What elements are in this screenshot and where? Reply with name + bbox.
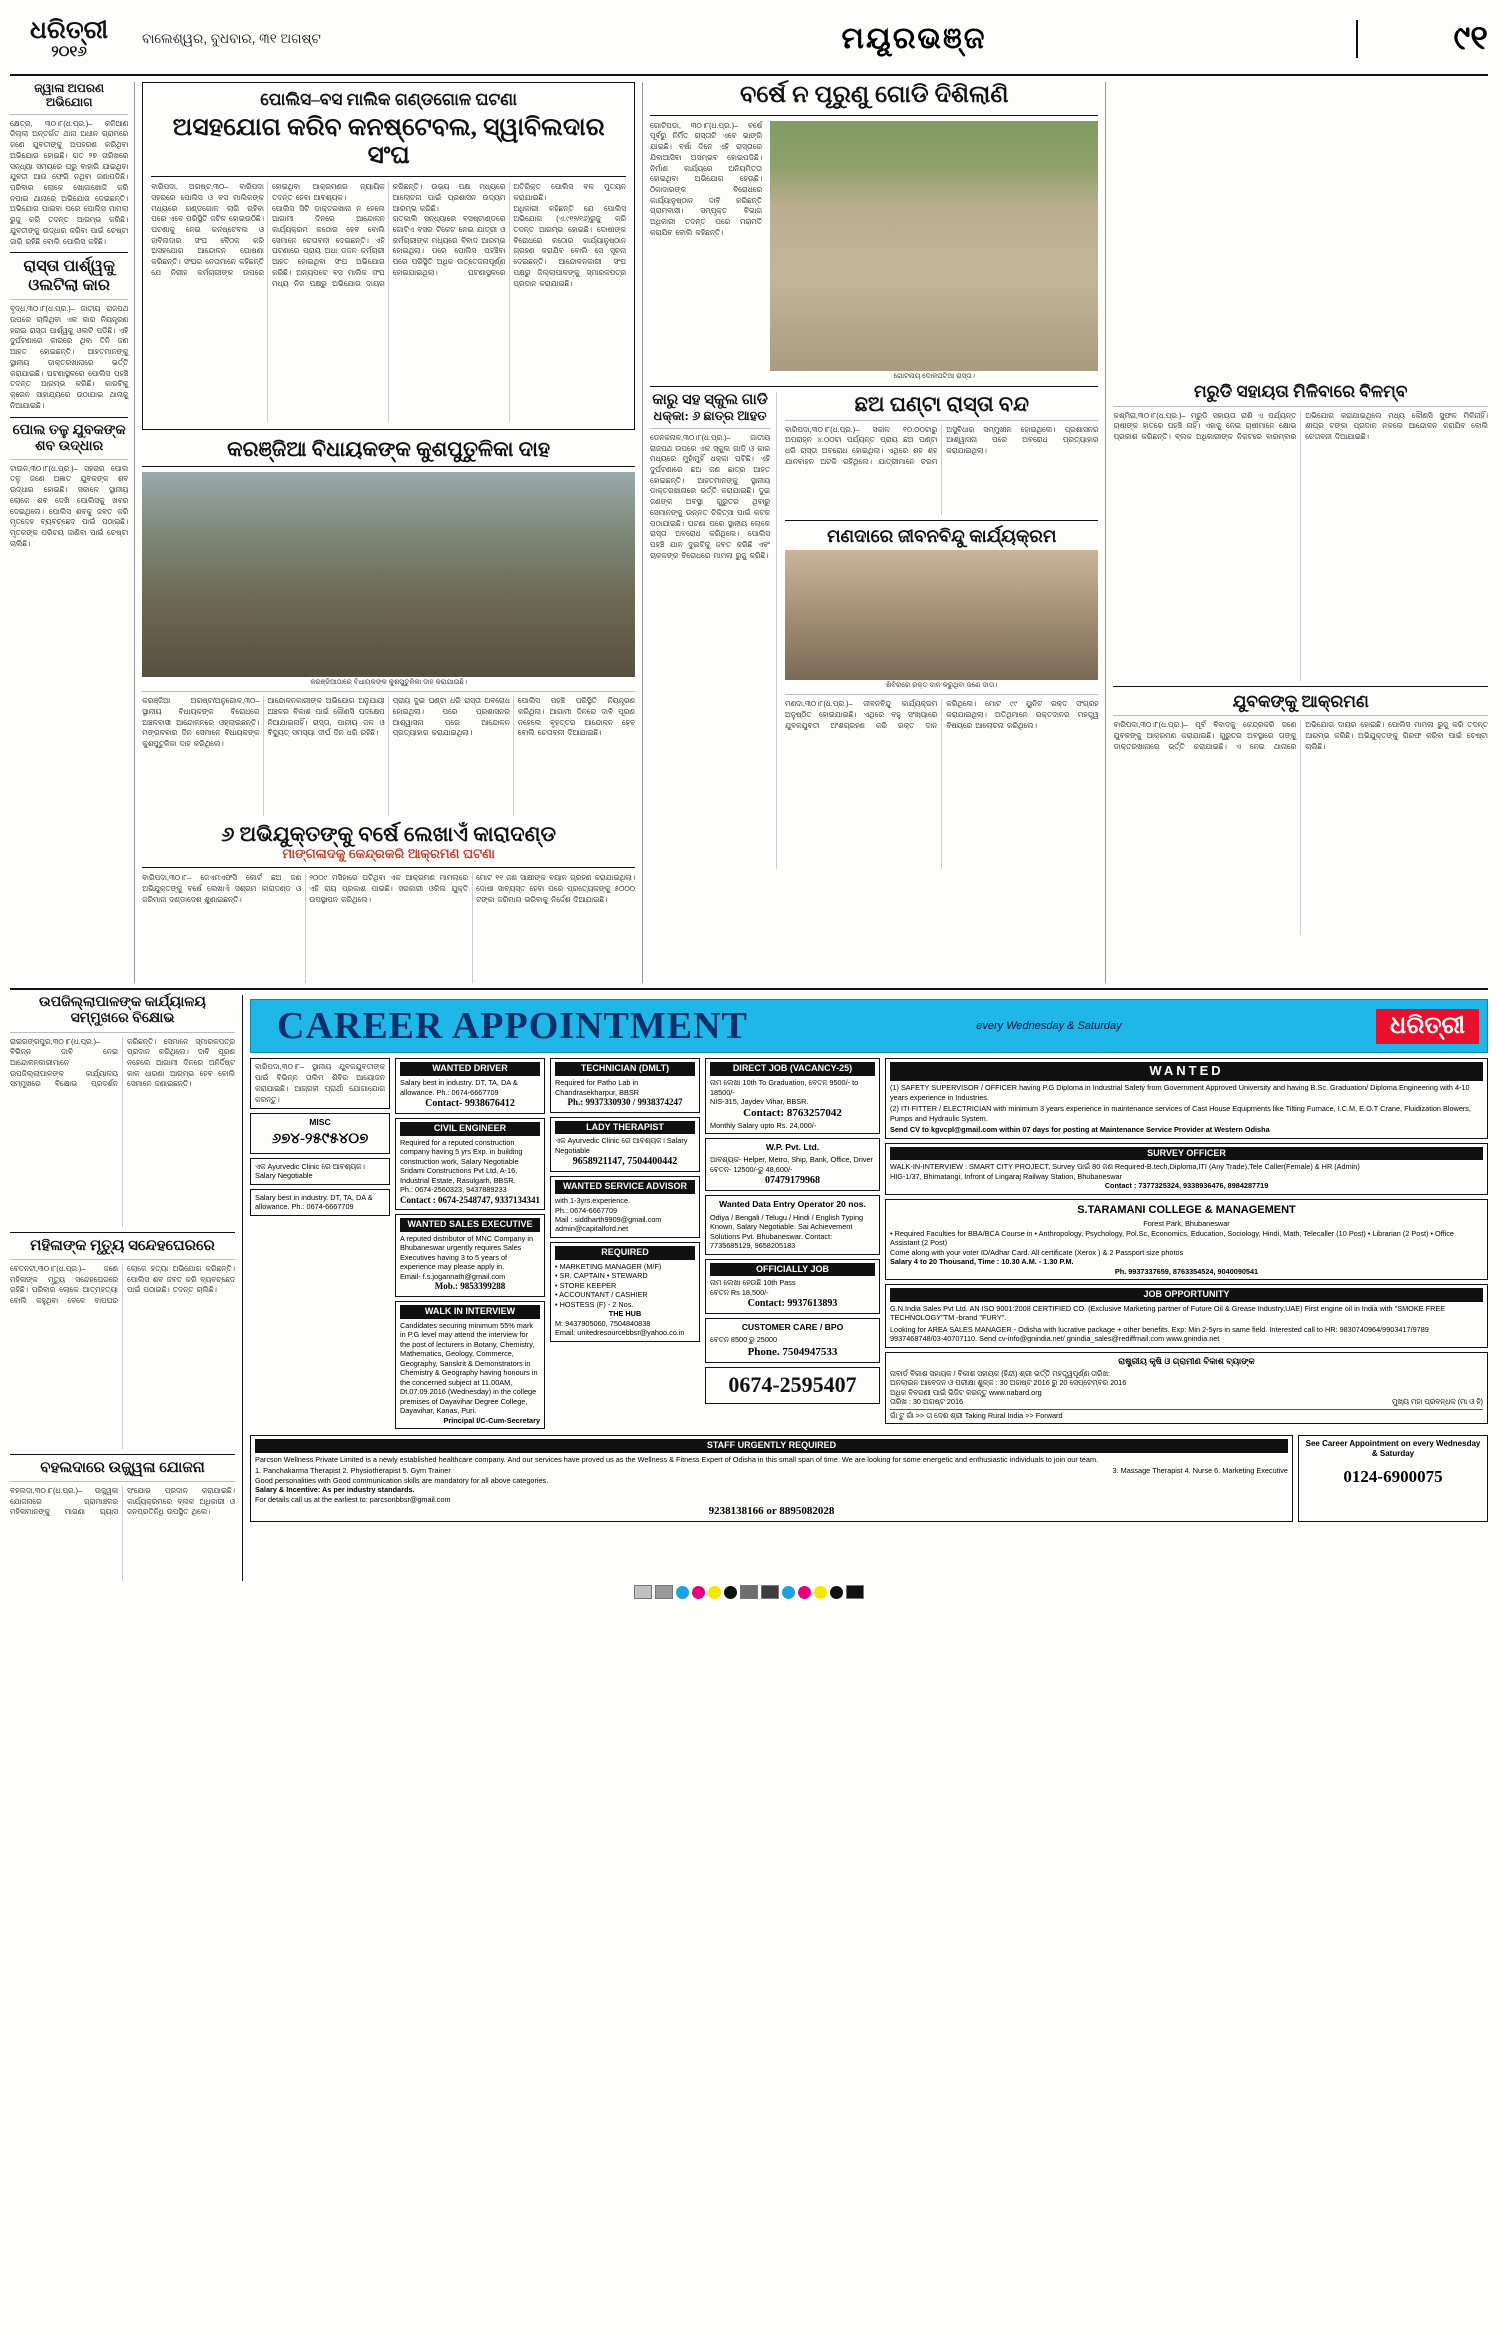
ad-salary: Salary & Incentive: As per industry standards. bbox=[255, 1485, 415, 1495]
ad-wanted-safety[interactable] bbox=[885, 1058, 1488, 1138]
bottom-section bbox=[10, 995, 1488, 1581]
ad-role-5: • HOSTESS (F) - 2 Nos. bbox=[555, 1299, 634, 1309]
roadblock-headline: ଛଅ ଘଣ୍ଟା ରାସ୍ତା ବନ୍ଦ bbox=[854, 391, 1029, 416]
ad-role-1: • MARKETING MANAGER (M/F) bbox=[555, 1261, 662, 1271]
ad-text: ନାବାର୍ଡ ବିକାଶ ସହାୟକ / ବିକାଶ ସହାୟକ (ହିନ୍ଦୀ) ଶ୍ରୀ ଭର୍ତ୍ତି ମହତ୍ତ୍ୱପୂର୍ଣ୍ଣ ତାରିଖ: bbox=[890, 1368, 1110, 1378]
ad-title: JOB OPPORTUNITY bbox=[890, 1288, 1483, 1302]
ad-generic[interactable] bbox=[250, 1113, 390, 1154]
ad-nabard[interactable] bbox=[885, 1352, 1488, 1425]
ad-text: Candidates securing minimum 55% mark in P.G level may attend the interview for the post of lecturers in Botany, Chemistry, Mathematics, Geology, Commerce, Geography, Sanskrit & Demonstrators in Chemistry & Geography having honours in the concerned subject at 11.00AM, Dt.07.09.2016 (Wednesday) in the college premises of Dayavihar Degree College, Dayavihar, Kanas, Puri. bbox=[400, 1320, 538, 1416]
lead-headline: ଅସହଯୋଗ କରିବ କନଷ୍ଟେବଲ, ସ୍ୱାବିଲଦାର ସଂଘ bbox=[172, 113, 605, 170]
brief-item bbox=[10, 423, 128, 550]
career-brand-logo: ଧରିତ୍ରୀ bbox=[1376, 1009, 1479, 1044]
ad-title: DIRECT JOB (VACANCY-25) bbox=[710, 1062, 875, 1076]
top-section bbox=[10, 82, 1488, 983]
left-brief-column bbox=[10, 82, 134, 983]
ad-title: CUSTOMER CARE / BPO bbox=[741, 1322, 844, 1333]
court-body-2: ୨୦୦୯ ମସିହାରେ ଘଟିଥିବା ଏକ ଆକ୍ରମଣ ମାମଲାରେ ଏହି ରାୟ ପ୍ରକାଶ ପାଇଛି। ସରକାରୀ ଓକିଲ ଯୁକ୍ତି ଉପସ୍ଥାପନ କରିଥିଲେ। bbox=[309, 873, 469, 904]
ad-requirement: • Required Faculties for BBA/BCA Course in • Anthropology, Psychology, Pol.Sc, Economics, Education, Sociology, Hindi, Math, Telecaller (10 Post) • Librarian (2 Post) • Office Assistant (2 Post) bbox=[890, 1228, 1454, 1248]
ad-title: REQUIRED bbox=[555, 1246, 695, 1260]
ad-title: STAFF URGENTLY REQUIRED bbox=[255, 1439, 1288, 1453]
health-photo bbox=[785, 550, 1098, 680]
magenta-dot bbox=[692, 1586, 705, 1599]
health-body: ମଣଦା,୩୦।୮(ଧ.ପ୍ର.)– ଜୀବନବିନ୍ଦୁ କାର୍ଯ୍ୟକ୍ରମ ଅନୁଷ୍ଠିତ ହୋଇଯାଇଛି। ଏଥିରେ ବହୁ ସଂଖ୍ୟାରେ ଯୁବକଯୁବତୀ ଅଂଶଗ୍ରହଣ କରି ରକ୍ତ ଦାନ କରିଥିଲେ। ମୋଟ ୯୯ ୟୁନିଟ ରକ୍ତ ସଂଗ୍ରହ କରାଯାଇଥିଲା। ଅତିଥିମାନେ ରକ୍ତଦାନର ମହତ୍ତ୍ୱ ବିଷୟରେ ଆଲୋଚନା କରିଥିଲେ। bbox=[785, 699, 1099, 730]
ad-requirement-2: (2) ITI FITTER / ELECTRICIAN with minimum 3 years experience in maintenance services of Cast House Equipments like Tilting Furnace, I.C.M, E.O.T Crane, Fluidization Blowers, Pumps and Hydraulic System. bbox=[890, 1104, 1471, 1123]
ad-wanted-driver[interactable] bbox=[395, 1058, 545, 1114]
protest-headline: ଉପଜିଲ୍ଲାପାଳଙ୍କ କାର୍ଯ୍ୟାଳୟ ସମ୍ମୁଖରେ ବିକ୍ଷୋଭ bbox=[39, 995, 206, 1027]
gray-swatch bbox=[655, 1585, 673, 1599]
court-subhead: ମାଙ୍ଗଳାଦକୁ କେନ୍ଦ୍ରକରି ଆକ୍ରମଣ ଘଟଣା bbox=[282, 846, 495, 862]
ad-roles-2: 3. Massage Therapist 4. Nurse 6. Marketing Executive bbox=[1112, 1466, 1288, 1476]
ad-officially-job[interactable] bbox=[705, 1259, 880, 1315]
ad-note-text: See Career Appointment on every Wednesday & Saturday bbox=[1305, 1439, 1481, 1459]
lead-kicker: ପୋଲିସ–ବସ ମାଲିକ ଗଣ୍ଡଗୋଳ ଘଟଣା bbox=[260, 90, 518, 109]
ad-title: SURVEY OFFICER bbox=[890, 1147, 1483, 1161]
newspaper-logo bbox=[10, 18, 128, 60]
death-body: ବେତନଟୀ,୩୦।୮(ଧ.ପ୍ର.)– ଜଣେ ମହିଳାଙ୍କ ମୃତ୍ୟୁ ସନ୍ଦେହଘେରରେ ରହିଛି। ପରିବାର ଲୋକେ ଆତ୍ମହତ୍ୟା ବୋଲି କହୁଥିବା ବେଳେ ବାପଘର ଲୋକେ ହତ୍ୟା ଅଭିଯୋଗ କରିଛନ୍ତି। ପୋଲିସ ଶବ ଜବତ କରି ବ୍ୟବଚ୍ଛେଦ ପାଇଁ ପଠାଇଛି। ତଦନ୍ତ ଚାଲିଛି। bbox=[10, 1263, 235, 1305]
ad-title: WANTED SERVICE ADVISOR bbox=[555, 1180, 695, 1194]
effigy-caption: କରଞ୍ଜିଆଠାରେ ବିଧାୟକଙ୍କ କୁଶପୁତୁଳିକା ଦାହ କରାଯାଉଛି। bbox=[310, 679, 467, 687]
ad-title: S.TARAMANI COLLEGE & MANAGEMENT bbox=[1077, 1203, 1296, 1216]
ad-salary: ବେତନ 8500 ରୁ 25000 bbox=[710, 1335, 777, 1345]
brief-body: ବୃଦ୍ଧ,୩୦।୮(ଧ.ପ୍ର.)– ଜାତୀୟ ରାଜପଥ ଉପରେ ଚାଲିଥିବା ଏକ କାର ନିୟନ୍ତ୍ରଣ ହରାଇ ରାସ୍ତା ପାର୍ଶ୍ୱକୁ ଓଲଟି ପଡିଛି। ଏହି ଦୁର୍ଘଟଣାରେ କାରରେ ଥିବା ତିନି ଜଣ ଆହତ ହୋଇଛନ୍ତି। ଆହତମାନଙ୍କୁ ସ୍ଥାନୀୟ ଡାକ୍ତରଖାନାରେ ଭର୍ତ୍ତି କରାଯାଇଛି। ଘଟଣାସ୍ଥଳରେ ପୋଲିସ ପହଞ୍ଚି ତଦନ୍ତ ଆରମ୍ଭ କରିଛି। କାରଟିକୁ କ୍ରେନ ସାହାଯ୍ୟରେ ଉଠାଯାଇ ଥାନାକୁ ନିଆଯାଇଛି। bbox=[10, 304, 129, 410]
ad-job-opportunity[interactable] bbox=[885, 1284, 1488, 1348]
ad-civil-engineer[interactable] bbox=[395, 1118, 545, 1210]
ad-text: WALK-IN-INTERVIEW : SMART CITY PROJECT, Survey ପାଇଁ 80 ଜଣ Required-B.tech,Diploma,ITI (Any Trade),Tele Caller(Female) & HR (Admin) bbox=[890, 1162, 1360, 1172]
ad-signature: Principal I/C-Cum-Secretary bbox=[443, 1415, 540, 1425]
yellow-dot bbox=[708, 1586, 721, 1599]
school-headline: କାରୁ ସହ ସ୍କୁଲ ଗାଡି bbox=[652, 391, 768, 408]
ad-title: OFFICIALLY JOB bbox=[710, 1263, 875, 1277]
edition-dateline: ବାଲେଶ୍ୱର, ବୁଧବାର, ୩୧ ଅଗଷ୍ଟ bbox=[142, 31, 321, 46]
effigy-body-3: ପ୍ରାୟ ଦୁଇ ଘଣ୍ଟା ଧରି ରାସ୍ତା ଅବରୋଧ ହୋଇଥିଲା। ପରେ ପ୍ରଶାସନର ଆଶ୍ୱାସନା ପରେ ଆନ୍ଦୋଳନ ପ୍ରତ୍ୟାହାର କରାଯାଇଥିଲା। bbox=[392, 696, 510, 738]
ad-requirement-1: (1) SAFETY SUPERVISOR / OFFICER having P.G Diploma in Industrial Safety from Government Approved University and having B.Sc. Graduation/ Diploma Engineering with 4-10 years experience in Industries. bbox=[890, 1083, 1470, 1102]
ad-role-2: • SR. CAPTAIN • STEWARD bbox=[555, 1271, 648, 1281]
ad-data-entry-operator[interactable] bbox=[705, 1195, 880, 1254]
ad-email: Email- f.s.jogannath@gmail.com bbox=[400, 1271, 506, 1281]
brief-item bbox=[10, 258, 128, 411]
ad-text: Salary best in industry. DT, TA, DA & allowance. Ph.: 0674-6667709 bbox=[255, 1192, 373, 1212]
effigy-headline: କରଞ୍ଜିଆ ବିଧାୟକଙ୍କ କୁଶପୁତୁଳିକା ଦାହ bbox=[227, 437, 551, 462]
right-item bbox=[1113, 692, 1488, 936]
ad-direct-job[interactable] bbox=[705, 1058, 880, 1134]
death-headline: ମହିଳାଙ୍କ ମୃତ୍ୟୁ ସନ୍ଦେହଘେରରେ bbox=[30, 1237, 215, 1254]
ad-text: ନାମ ଲେଖା ହେଉଛି 10th Pass bbox=[710, 1278, 796, 1288]
ad-lady-therapist[interactable] bbox=[550, 1117, 700, 1173]
brief-headline: ଜ୍ୱାଳା ଅପରଣ ଅଭିଯୋଗ bbox=[34, 81, 105, 109]
lead-body-3: ଗତକାଲି ସନ୍ଧ୍ୟାରେ ବସଷ୍ଟାଣ୍ଡରେ ଗୋଟିଏ ବସର ଟିକେଟ ନେଇ ଯାତ୍ରୀ ଓ କର୍ମଚାରୀଙ୍କ ମଧ୍ୟରେ ବିବାଦ ଆରମ୍ଭ ହୋଇଥିଲା। ପରେ ପୋଲିସ ପହଞ୍ଚିବା ପରେ ପରିସ୍ଥିତି ଅଧିକ ଉତ୍ତେଜନାପୂର୍ଣ୍ଣ ହୋଇଯାଇଥିଲା। ଘଟଣାସ୍ଥଳରେ ଅତିରିକ୍ତ ପୋଲିସ ବଳ ମୁତୟନ କରାଯାଇଛି। bbox=[392, 182, 627, 277]
attack-headline: ଯୁବକଙ୍କୁ ଆକ୍ରମଣ bbox=[1232, 691, 1369, 711]
lead-body-2: ପୋଲିସ ସିଟି ଡାକ୍ତରଖାନା ନ ହେଲେ ଆଗାମୀ ଦିନରେ ଆନ୍ଦୋଳନ କାର୍ଯ୍ୟକ୍ରମ କଠୋର ହେବ ବୋଲି ସେମାନେ ଚେତାବନୀ ଦେଇଛନ୍ତି। ଏହି ଘଟଣାରେ ପ୍ରାୟ ଅଧା ଡଜନ କର୍ମଚାରୀ ଆହତ ହୋଇଥିବା ସଂଘ ଅଭିଯୋଗ କରିଛି। ଅନ୍ୟପଟେ ବସ ମାଲିକ ସଂଘ ମଧ୍ୟ ନିଜ ପକ୍ଷରୁ ଅଭିଯୋଗ ଦାୟର କରିଛନ୍ତି। ଉଭୟ ପକ୍ଷ ମଧ୍ୟରେ ଆଲୋଚନା ପାଇଁ ପ୍ରଶାସନ ଉଦ୍ୟମ ଆରମ୍ଭ କରିଛି। bbox=[271, 182, 506, 288]
ad-taramani-college[interactable] bbox=[885, 1199, 1488, 1280]
ad-driver-extra[interactable] bbox=[250, 1189, 390, 1216]
ad-phone-large: 0674-2595407 bbox=[728, 1372, 857, 1398]
ad-phone: 9238138166 or 8895082028 bbox=[708, 1505, 835, 1518]
ad-text: Salary best in industry. DT, TA, DA & allowance. Ph.: 0674-6667709 bbox=[400, 1078, 518, 1097]
page-title: ମୟୂରଭଞ୍ଜ bbox=[841, 22, 987, 55]
road-headline: ବର୍ଷେ ନ ପୂରୁଣୁ ଗୋଡି ଦିଶିଲାଣି bbox=[740, 82, 1009, 108]
ad-role-info: Looking for AREA SALES MANAGER - Odisha with lucrative package + other benefits. Exp: Min 2-5yrs in same field. Interested call to HR: 9830740964/9903417/9789 9937468748/03-40707110. Send cv-info@gnindia.net/ gnindia_sales@rediffmail.com www.gnindia.net bbox=[890, 1324, 1429, 1344]
road-photo bbox=[770, 121, 1098, 371]
ad-text: A reputed distributor of MNC Company in Bhubaneswar urgently requires Sales Executives having 3 to 5 years of experience may please apply in. bbox=[400, 1233, 534, 1272]
attack-body: ବାରିପଦା,୩୦।୮(ଧ.ପ୍ର.)– ପୂର୍ବ ବିବାଦକୁ କେନ୍ଦ୍ରକରି ଜଣେ ଯୁବକଙ୍କୁ ଆକ୍ରମଣ କରାଯାଇଛି। ଗୁରୁତର ଅବସ୍ଥାରେ ତାଙ୍କୁ ଡାକ୍ତରଖାନାରେ ଭର୍ତ୍ତି କରାଯାଇଛି। ଏ ନେଇ ଥାନାରେ ଅଭିଯୋଗ ଦାୟର ହୋଇଛି। ପୋଲିସ ମାମଲା ରୁଜୁ କରି ତଦନ୍ତ ଆରମ୍ଭ କରିଛି। ଅଭିଯୁକ୍ତଙ୍କୁ ଗିରଫ କରିବା ପାଇଁ ଚେଷ୍ଟା ଚାଲିଛି। bbox=[1113, 720, 1488, 751]
health-caption: ଶିବିରରେ ରକ୍ତ ଦାନ କରୁଥିବା ଜଣେ ଦାତା। bbox=[886, 682, 998, 690]
cyan-dot bbox=[676, 1586, 689, 1599]
ad-address: Sridami Constructions Pvt Ltd, A-16, Industrial Estate, Rasulgarh, BBSR. bbox=[400, 1166, 518, 1185]
ad-title: WALK IN INTERVIEW bbox=[400, 1305, 540, 1319]
ad-misc[interactable] bbox=[250, 1058, 390, 1109]
brief-headline: ରାସ୍ତା ପାର୍ଶ୍ୱକୁ ଓଲଟିଲା କାର bbox=[23, 258, 115, 294]
ad-address: HIG-1/37, Bhimatangi, Infront of Lingaraj Railway Station, Bhubaneswar bbox=[890, 1171, 1123, 1181]
ad-role-4: • ACCOUNTANT / CASHIER bbox=[555, 1290, 648, 1300]
ad-title: ରାଷ୍ଟ୍ରୀୟ କୃଷି ଓ ଗ୍ରାମୀଣ ବିକାଶ ବ୍ୟାଙ୍କ bbox=[1118, 1355, 1255, 1366]
ad-text: ଏକ Ayurvedic Clinic ରେ ଆବଶ୍ୟକ। Salary Negotiable bbox=[255, 1161, 365, 1181]
ad-title: Wanted Data Entry Operator 20 nos. bbox=[719, 1199, 866, 1210]
ad-date: ତାରିଖ : 30 ଅଗଷ୍ଟ 2016 bbox=[890, 1397, 964, 1407]
ad-phone: ୬୭୪-୨୫୯୫୪୦୭ bbox=[271, 1131, 369, 1148]
gray-swatch bbox=[846, 1585, 864, 1599]
career-banner-title: CAREER APPOINTMENT bbox=[277, 1005, 748, 1048]
black-dot bbox=[830, 1586, 843, 1599]
lead-body-1: ବାରିପଦା, ଅଗଷ୍ଟ,୩୦– ବାରିପଦା ସହରରେ ପୋଲିସ ଓ ବସ ମାଲିକଙ୍କ ମଧ୍ୟରେ ଗଣ୍ଡଗୋଳ ଲାଗି ରହିବା ପରେ ଏବେ ପରିସ୍ଥିତି ଜଟିଳ ହୋଇଉଠିଛି। ଘଟଣାକୁ ନେଇ କନଷ୍ଟେବଲ ଓ ହାବିଲଦାର ସଂଘ ବୈଠକ କରି ଅସହଯୋଗ ଆନ୍ଦୋଳନ ଘୋଷଣା କରିଛନ୍ତି। ସଂଘର ନେତାମାନେ କହିଛନ୍ତି ଯେ ନିରୀହ କର୍ମଚାରୀଙ୍କ ଉପରେ ହୋଇଥିବା ଆକ୍ରମଣର ନ୍ୟାୟିକ ତଦନ୍ତ ହେବା ଆବଶ୍ୟକ। bbox=[151, 182, 385, 277]
ad-company-info: Parcson Wellness Private Limited is a newly established healthcare company. And our services have proved us as the Wellness & Fitness Expert of Odisha in this small span of time. We are looking for some energetic and enthusiastic individuals to join our team. bbox=[255, 1454, 1099, 1464]
masthead bbox=[10, 8, 1488, 76]
ad-lady-therapist-note[interactable] bbox=[250, 1158, 390, 1185]
ad-apply-info: Send CV to kgvcpl@gmail.com within 07 days for posting at Maintenance Service Provider at Western Odisha bbox=[890, 1125, 1270, 1135]
lead-body-4: ଅଧିକାରୀ କହିଛନ୍ତି ଯେ ପୋଲିସ ଅଭିଯୋଗ (ଏ.୯୧୨/୧୬)ରୁଜୁ କରି ତଦନ୍ତ ଆରମ୍ଭ ହୋଇଛି। ଦୋଷୀଙ୍କ ବିରୋଧରେ କଠୋର କାର୍ଯ୍ୟାନୁଷ୍ଠାନ ଗ୍ରହଣ କରାଯିବ ବୋଲି ସେ ସୂଚନା ଦେଇଛନ୍ତି। ଆନ୍ଦୋଳନକାରୀ ସଂଘ ପକ୍ଷରୁ ଜିଲ୍ଲାପାଳଙ୍କୁ ସ୍ମାରକପତ୍ର ପ୍ରଦାନ କରାଯାଇଛି। bbox=[513, 203, 627, 288]
roadblock-body: ବାରିପଦା,୩୦।୮(ଧ.ପ୍ର.)– ସକାଳ ୧୦.୦୦ଟାରୁ ଅପରାହ୍ନ ୪.୦୦ଟା ପର୍ଯ୍ୟନ୍ତ ପ୍ରାୟ ଛଅ ଘଣ୍ଟା ଧରି ରାସ୍ତା ଅବରୋଧ ହୋଇଥିଲା। ଏଥିରେ ଶହ ଶହ ଯାନବାହନ ଅଟକି ରହିଥିଲେ। ଯାତ୍ରୀମାନେ ଚରମ ଅସୁବିଧାର ସମ୍ମୁଖୀନ ହୋଇଥିଲେ। ପ୍ରଶାସନର ଆଶ୍ୱାସନା ପରେ ଅବରୋଧ ପ୍ରତ୍ୟାହାର କରାଯାଇଥିଲା। bbox=[785, 424, 1099, 466]
ad-phone: Mob.: 9853399288 bbox=[434, 1281, 506, 1292]
ujjwala-headline: ବହଲଦାରେ ଉଜ୍ଜ୍ୱଳା ଯୋଜନା bbox=[40, 1459, 205, 1476]
ad-title: CIVIL ENGINEER bbox=[400, 1122, 540, 1136]
gray-swatch bbox=[761, 1585, 779, 1599]
ad-text: Odiya / Bengali / Telugu / Hindi / English Typing Known, Salary Negotiable. Sai Achievement Solutions Pvt. Bhubaneswar. Contact: 7735685129, 9658205183 bbox=[710, 1212, 864, 1251]
middle-right-column bbox=[642, 82, 1105, 983]
right-column bbox=[1105, 82, 1488, 983]
ad-address: NIS-315, Jaydev Vihar, BBSR. bbox=[710, 1096, 809, 1106]
ad-big-phone[interactable] bbox=[705, 1367, 880, 1404]
ad-survey-officer[interactable] bbox=[885, 1143, 1488, 1195]
ad-note-line[interactable] bbox=[1298, 1435, 1488, 1522]
brief-headline: ପୋଲ ତଳୁ ଯୁବକଙ୍କ ଶବ ଉଦ୍ଧାର bbox=[12, 422, 126, 454]
ad-phone-2: Contact : 0674-2548747, 9337134341 bbox=[400, 1194, 540, 1205]
logo-year: ୨୦୧୬ bbox=[51, 43, 87, 61]
ad-phone: Ph. 9937337659, 8763354524, 9040090541 bbox=[1114, 1266, 1259, 1276]
effigy-photo bbox=[142, 472, 635, 677]
ad-staff-urgently-required[interactable] bbox=[250, 1435, 1293, 1522]
ad-dates: ଅନଲାଇନ ଆବେଦନ ଓ ପରୀକ୍ଷା ଶୁଳ୍କ : 30 ଅଗଷ୍ଟ 2016 ରୁ 20 ସେପ୍ଟେମ୍ବର 2016 bbox=[890, 1378, 1127, 1388]
ad-salary: Salary 4 to 20 Thousand, Time : 10.30 A.M. - 1.30 P.M. bbox=[890, 1257, 1074, 1267]
ad-docs: Come along with your voter ID/Adhar Card. All certificate (Xerox ) & 2 Passport size photos bbox=[890, 1247, 1184, 1257]
lead-story bbox=[134, 82, 642, 983]
ad-direct-joining-bpo[interactable] bbox=[705, 1318, 880, 1363]
brief-body: ଟାଉନ,୩୦।୮(ଧ.ପ୍ର.)– ସହରର ପୋଲ ତଳୁ ଜଣେ ଅଜ୍ଞାତ ଯୁବକଙ୍କ ଶବ ଉଦ୍ଧାର ହୋଇଛି। ସକାଳେ ସ୍ଥାନୀୟ ଲୋକେ ଶବ ଦେଖି ପୋଲିସକୁ ଖବର ଦେଇଥିଲେ। ପୋଲିସ ଶବକୁ ଜବତ କରି ମୃତଦେହ ବ୍ୟବଚ୍ଛେଦ ପାଇଁ ପଠାଇଛି। ମୃତକଙ୍କ ପରିଚୟ ଜାଣିବା ପାଇଁ ଚେଷ୍ଟା ଚାଲିଛି। bbox=[10, 463, 129, 548]
ad-wp-pvt-ltd[interactable] bbox=[705, 1138, 880, 1191]
ad-text: ଏକ Ayurvedic Clinic ରେ ଆବଶ୍ୟକ। Salary Negotiable bbox=[555, 1136, 688, 1155]
ad-technician-dmlt[interactable] bbox=[550, 1058, 700, 1112]
ad-phone: Contact: 9937613893 bbox=[747, 1298, 838, 1310]
right-item bbox=[1113, 382, 1488, 681]
ad-phone: 9658921147, 7504400442 bbox=[572, 1156, 678, 1168]
ad-phone: Contact- 9938676412 bbox=[425, 1097, 515, 1109]
gray-swatch bbox=[740, 1585, 758, 1599]
ad-salary: ବେତନ- 12500/-ରୁ 48,600/- bbox=[710, 1164, 793, 1174]
ad-title: WANTED DRIVER bbox=[400, 1062, 540, 1076]
ad-salary: ବେତନ Rs 18,500/- bbox=[710, 1287, 769, 1297]
ad-phone: Ph.: 0674-6667709 bbox=[555, 1205, 618, 1215]
protest-body: ରାଇରଙ୍ଗପୁର,୩୦।୮(ଧ.ପ୍ର.)– ବିଭିନ୍ନ ଦାବି ନେଇ ଆନ୍ଦୋଳନକାରୀମାନେ ଉପଜିଲ୍ଲାପାଳଙ୍କ କାର୍ଯ୍ୟାଳୟ ସମ୍ମୁଖରେ ବିକ୍ଷୋଭ ପ୍ରଦର୍ଶନ କରିଛନ୍ତି। ସେମାନେ ସ୍ମାରକପତ୍ର ପ୍ରଦାନ କରିଥିଲେ। ଦାବି ପୂରଣ ନହେଲେ ଆଗାମୀ ଦିନରେ ଅନିର୍ଦ୍ଦିଷ୍ଟ କାଳ ଧାରଣା ଆରମ୍ଭ ହେବ ବୋଲି ସେମାନେ ଜଣାଇଛନ୍ତି। bbox=[10, 1036, 235, 1089]
ad-email: Mail : siddharth9909@gmail.com bbox=[555, 1214, 662, 1224]
ad-text: with 1-3yrs.experience. bbox=[555, 1196, 631, 1206]
court-headline: ୬ ଅଭିଯୁକ୍ତଙ୍କୁ ବର୍ଷେ ଲେଖାଏଁ କାରାଦଣ୍ଡ bbox=[221, 822, 557, 847]
ad-title: WANTED bbox=[890, 1062, 1483, 1081]
ad-phone: Ph.: 0674-2560323, 9437889233 bbox=[400, 1185, 507, 1195]
ad-address: Forest Park, Bhubaneswar bbox=[1143, 1219, 1230, 1229]
ad-contact: For details call us at the earliest to: parcsonbbsr@gmail.com bbox=[255, 1494, 451, 1504]
drought-body: କଶ୍ମିରା,୩୦।୮(ଧ.ପ୍ର.)– ମରୁଡି ସହାୟତା ରାଶି ଏ ପର୍ଯ୍ୟନ୍ତ ଚାଷୀଙ୍କ ହାତରେ ପହଞ୍ଚି ନାହିଁ। ଏହାକୁ ନେଇ ଚାଷୀମାନେ କ୍ଷୋଭ ପ୍ରକାଶ କରିଛନ୍ତି। ବ୍ଲକ ଅଧିକାରୀଙ୍କ ନିକଟରେ ବାରମ୍ବାର ଅଭିଯୋଗ କରାଯାଇଥିଲେ ମଧ୍ୟ କୌଣସି ସୁଫଳ ମିଳିନାହିଁ। ଶୀଘ୍ର ଟଙ୍କା ପ୍ରଦାନ ନକଲେ ଆନ୍ଦୋଳନ କରାଯିବ ବୋଲି ଚେତାବନୀ ଦିଆଯାଇଛି। bbox=[1113, 410, 1488, 442]
ad-text: ନାମ ଲେଖା 10th To Graduation, ବେତନ 9500/- to 18500/- bbox=[710, 1078, 859, 1097]
effigy-body-2: ଆନ୍ଦୋଳନକାରୀଙ୍କ ଅଭିଯୋଗ ଅନୁଯାୟୀ ଅଞ୍ଚଳର ବିକାଶ ପାଇଁ କୌଣସି ପଦକ୍ଷେପ ନିଆଯାଇନାହିଁ। ରାସ୍ତା, ପାନୀୟ ଜଳ ଓ ବିଦ୍ୟୁତ୍ ସମସ୍ୟା ଦୀର୍ଘ ଦିନ ଧରି ରହିଛି। bbox=[267, 696, 385, 738]
ad-title: MISC bbox=[309, 1117, 331, 1128]
effigy-body-4: ପୋଲିସ ପହଞ୍ଚି ପରିସ୍ଥିତି ନିୟନ୍ତ୍ରଣ କରିଥିଲା। ଆଗାମୀ ଦିନରେ ଦାବି ପୂରଣ ନହେଲେ ବୃହତ୍ତର ଆନ୍ଦୋଳନ ହେବ ବୋଲି ଚେତାବନୀ ଦିଆଯାଇଛି। bbox=[517, 696, 636, 738]
career-section bbox=[242, 995, 1488, 1581]
ad-required-hub[interactable] bbox=[550, 1242, 700, 1342]
career-banner-subtitle: every Wednesday & Saturday bbox=[976, 1020, 1122, 1033]
health-headline: ମଣଦାରେ ଜୀବନବିନ୍ଦୁ କାର୍ଯ୍ୟକ୍ରମ bbox=[827, 525, 1057, 546]
court-body-1: ବାରିପଦା,୩୦।୮– ଜେଏମଏଫସି କୋର୍ଟ ଛଅ ଜଣ ଅଭିଯୁକ୍ତଙ୍କୁ ବର୍ଷେ ଲେଖାଏଁ ସଶ୍ରମ କାରାଦଣ୍ଡ ଓ ଜରିମାନା ଦଣ୍ଡାଦେଶ ଶୁଣାଇଛନ୍ତି। bbox=[142, 873, 302, 904]
ad-text: ଆବଶ୍ୟକ- Helper, Metro, Ship, Bank, Office, Driver bbox=[710, 1155, 873, 1165]
ad-company-info: G.N.India Sales Pvt Ltd. AN ISO 9001:2008 CERTIFIED CO. (Exclusive Marketing partner of Future Oil & Grease Industry,UAE) First engine oil in India with "SMOKE FREE TECHNOLOGY"TM -brand "FURY". bbox=[890, 1303, 1446, 1323]
ad-title: LADY THERAPIST bbox=[555, 1121, 695, 1135]
ad-phone: Contact: 8763257042 bbox=[743, 1107, 842, 1120]
ad-title: TECHNICIAN (DMLT) bbox=[555, 1062, 695, 1076]
brief-body: କ୍ଷେତ୍ର, ୩୦।୮(ଧ.ପ୍ର.)– କଳିଆଣ ଜିଲ୍ଲା ଅନ୍ତର୍ଗତ ଥାନା ଅଧୀନ ଗ୍ରାମରେ ଜଣେ ଯୁବତୀଙ୍କୁ ଅପହରଣ କରିଥିବା ଅଭିଯୋଗ ହୋଇଛି। ଗତ ୨୭ ତାରିଖରେ ସନ୍ଧ୍ୟା ସମୟରେ ଘରୁ ବାହାରି ଯାଇଥିବା ଯୁବତୀ ଆଉ ଫେରି ନଥିବା ଜଣାପଡିଛି। ପରିବାର ଲୋକେ ଖୋଜାଖୋଜି କରି ନପାଇ ଥାନାରେ ଅଭିଯୋଗ ଦେଇଛନ୍ତି। ଅଭିଯୋଗ ପାଇବା ପରେ ପୋଲିସ ମାମଲା ରୁଜୁ କରି ତଦନ୍ତ ଆରମ୍ଭ କରିଛି। ଯୁବତୀଙ୍କୁ ଉଦ୍ଧାର କରିବା ପାଇଁ ଚେଷ୍ଟା ଜାରି ରହିଛି ବୋଲି ପୋଲିସ କହିଛି। bbox=[10, 118, 129, 246]
magenta-dot bbox=[798, 1586, 811, 1599]
school-subhead: ଧକ୍କା: ୬ ଛାତ୍ର ଆହତ bbox=[653, 407, 767, 423]
ad-signatory: ମୁଖ୍ୟ ମହା ପ୍ରବନ୍ଧକ (ମା ଓ ହି) bbox=[1391, 1397, 1483, 1407]
yellow-dot bbox=[814, 1586, 827, 1599]
ad-note: Good personalities with Good communication skills are mandatory for all above categories. bbox=[255, 1475, 549, 1485]
ad-website: ଅଧିକ ବିବରଣୀ ପାଇଁ ଭିଜିଟ କରନ୍ତୁ www.nabard.org bbox=[890, 1387, 1042, 1397]
road-caption: ଗୋଟନାୟ ଦୋଳପଟିଆ ରାସ୍ତା। bbox=[893, 372, 975, 380]
classified-column-d bbox=[705, 1058, 880, 1407]
court-body-3: ମୋଟ ୧୧ ଜଣ ସାକ୍ଷୀଙ୍କ ବୟାନ ଗ୍ରହଣ କରାଯାଇଥିଲା। ଦୋଷୀ ସାବ୍ୟସ୍ତ ହେବା ପରେ ପ୍ରତ୍ୟେକଙ୍କୁ ୫୦୦୦ ଟଙ୍କା ଜରିମାନା ଭରିବାକୁ ନିର୍ଦ୍ଦେଶ ଦିଆଯାଇଛି। bbox=[476, 873, 636, 904]
ad-text: Required for a reputed construction company having 5 yrs Exp. in building construction work, Salary Negotiable bbox=[400, 1137, 523, 1166]
drought-headline: ମରୁଡି ସହାୟତା ମିଳିବାରେ ବିଳମ୍ବ bbox=[1194, 382, 1408, 401]
classified-column-a bbox=[250, 1058, 390, 1220]
cyan-dot bbox=[782, 1586, 795, 1599]
ad-service-advisor[interactable] bbox=[550, 1176, 700, 1238]
ad-phone: Phone. 7504947533 bbox=[747, 1345, 838, 1358]
ad-text: Required for Patho Lab in bbox=[555, 1078, 639, 1088]
ad-company: THE HUB bbox=[608, 1309, 642, 1319]
ad-sales-executive[interactable] bbox=[395, 1214, 545, 1297]
black-dot bbox=[724, 1586, 737, 1599]
logo-title: ଧରିତ୍ରୀ bbox=[29, 17, 109, 44]
ad-salary: Monthly Salary upto Rs. 24,000/- bbox=[710, 1120, 817, 1130]
classified-column-b bbox=[395, 1058, 545, 1433]
ad-title: WANTED SALES EXECUTIVE bbox=[400, 1218, 540, 1232]
ad-location: Chandrasekharpur, BBSR bbox=[555, 1087, 639, 1097]
road-body: ଗୋଟିପଡା, ୩୦।୮(ଧ.ପ୍ର.)– ବର୍ଷେ ପୂର୍ବରୁ ନିର୍ମିତ ରାସ୍ତାଟି ଏବେ ଭାଙ୍ଗି ଯାଇଛି। ବର୍ଷା ଦିନେ ଏହି ରାସ୍ତାରେ ଯିବାଆସିବା ଅସମ୍ଭବ ହୋଇପଡିଛି। ନିର୍ମାଣ କାର୍ଯ୍ୟରେ ଅନିୟମିତତା ହୋଇଥିବା ଅଭିଯୋଗ ହେଉଛି। ଠିକାଦାରଙ୍କ ବିରୋଧରେ କାର୍ଯ୍ୟାନୁଷ୍ଠାନ ଦାବି କରିଛନ୍ତି ଗ୍ରାମବାସୀ। ସମ୍ପୃକ୍ତ ବିଭାଗ ଅଧିକାରୀ ତଦନ୍ତ ପରେ ମରାମତି କରାଯିବ ବୋଲି କହିଛନ୍ତି। bbox=[650, 120, 763, 237]
ad-email-2: admin@capitalford.net bbox=[555, 1224, 629, 1234]
ad-roles-1: 1. Panchakarma Therapist 2. Physiotherapist 5. Gym Trainer bbox=[255, 1466, 451, 1476]
ad-phone: M: 9437905060, 7504840838 bbox=[555, 1318, 651, 1328]
gray-swatch bbox=[634, 1585, 652, 1599]
bottom-left-column bbox=[10, 995, 242, 1581]
ujjwala-body: ବହଲଦା,୩୦।୮(ଧ.ପ୍ର.)– ଉଜ୍ଜ୍ୱଳା ଯୋଜନାରେ ଗ୍ରାମାଞ୍ଚଳର ମହିଳାମାନଙ୍କୁ ମାଗଣା ଗ୍ୟାସ ସଂଯୋଗ ପ୍ରଦାନ କରାଯାଇଛି। କାର୍ଯ୍ୟକ୍ରମରେ ବ୍ଲକ ଅଧିକାରୀ ଓ ଜନପ୍ରତିନିଧି ଉପସ୍ଥିତ ଥିଲେ। bbox=[10, 1486, 235, 1517]
ad-phone-large: 0124-6900075 bbox=[1343, 1466, 1443, 1486]
career-banner bbox=[250, 999, 1488, 1053]
ad-walk-in-interview[interactable] bbox=[395, 1301, 545, 1429]
effigy-body-1: କରଞ୍ଜିଆ ଅଗଷ୍ଟ/ଅନୁଗୋଳ,୩୦– ସ୍ଥାନୀୟ ବିଧାୟକଙ୍କ ବିରୋଧରେ ଅଞ୍ଚଳବାସୀ ଆନ୍ଦୋଳନରେ ଓହ୍ଲାଇଛନ୍ତି। ମଙ୍ଗଳବାର ଦିନ ସେମାନେ ବିଧାୟକଙ୍କ କୁଶପୁତୁଳିକା ଦାହ କରିଥିଲେ। bbox=[142, 696, 260, 749]
ad-title: W.P. Pvt. Ltd. bbox=[765, 1142, 820, 1153]
school-body: ଡେନକନାଳ,୩୦।୮(ଧ.ପ୍ର.)– ଜାତୀୟ ରାଜପଥ ଉପରେ ଏକ ସ୍କୁଲ ଗାଡି ଓ କାର ମଧ୍ୟରେ ମୁହାଁମୁହିଁ ଧକ୍କା ଘଟିଛି। ଏହି ଦୁର୍ଘଟଣାରେ ଛଅ ଜଣ ଛାତ୍ର ଆହତ ହୋଇଛନ୍ତି। ଆହତମାନଙ୍କୁ ସ୍ଥାନୀୟ ଡାକ୍ତରଖାନାରେ ଭର୍ତ୍ତି କରାଯାଇଛି। ଦୁଇ ଜଣଙ୍କ ଅବସ୍ଥା ଗୁରୁତର ଥିବାରୁ ସେମାନଙ୍କୁ ଉନ୍ନତ ଚିକିତ୍ସା ପାଇଁ କଟକ ପଠାଯାଇଛି। ଘଟଣା ପରେ ସ୍ଥାନୀୟ ଲୋକେ ରାସ୍ତା ଅବରୋଧ କରିଥିଲେ। ପୋଲିସ ପହଞ୍ଚି ଯାନ ଦୁଇଟିକୁ ଜବତ କରିଛି ଏବଂ ଚାଳକଙ୍କ ବିରୋଧରେ ମାମଲା ରୁଜୁ କରିଛି। bbox=[650, 432, 771, 560]
ad-phone: Ph.: 9937330930 / 9938374247 bbox=[567, 1096, 683, 1107]
page-number: ୯୧ bbox=[1356, 20, 1488, 58]
ad-email: Email: unitedresourcebbsr@yahoo.co.in bbox=[555, 1328, 685, 1338]
classified-column-c bbox=[550, 1058, 700, 1345]
brief-item bbox=[10, 82, 128, 247]
ad-text: ବାରିପଦା,୩୦।୮– ସ୍ଥାନୀୟ ଯୁବକଯୁବତୀଙ୍କ ପାଇଁ ବିଭିନ୍ନ ତାଲିମ ଶିବିର ଆୟୋଜନ କରାଯାଇଛି। ଆଗ୍ରହୀ ପ୍ରାର୍ଥୀ ଯୋଗାଯୋଗ କରନ୍ତୁ। bbox=[255, 1062, 385, 1104]
ad-tagline: ଗାଁ ଟୁ ଗାଁ >> ତା ଦେଶ ଶ୍ରୀ Taking Rural India >> Forward bbox=[890, 1409, 1483, 1420]
ad-phone: 07479179968 bbox=[765, 1175, 820, 1187]
classified-column-e bbox=[885, 1058, 1488, 1428]
ad-role-3: • STORE KEEPER bbox=[555, 1280, 617, 1290]
ad-phone: Contact : 7377325324, 9338936476, 8984287719 bbox=[1104, 1181, 1269, 1191]
print-registration-bar bbox=[10, 1581, 1488, 1599]
